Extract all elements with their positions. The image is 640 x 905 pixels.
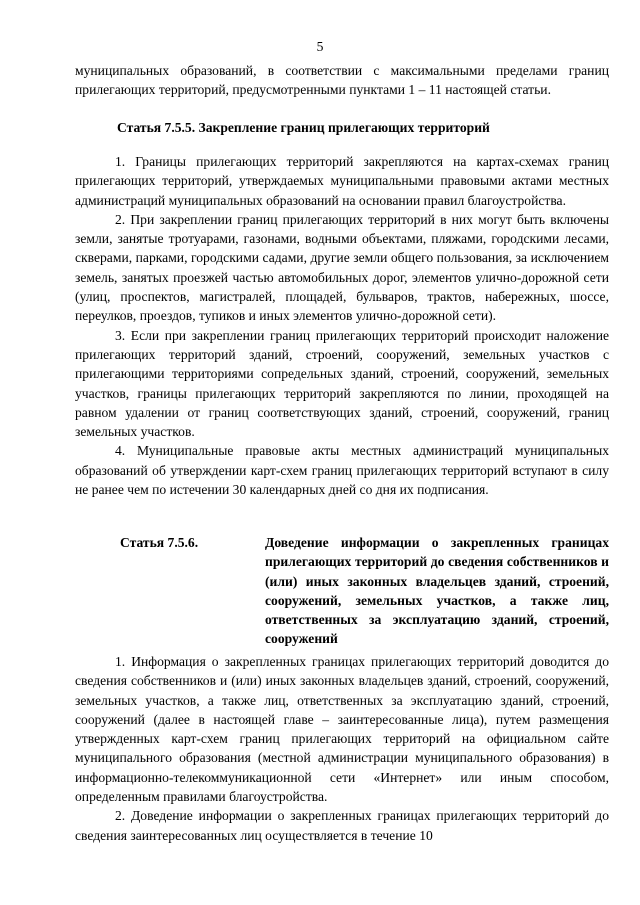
top-continuation [75,61,609,100]
paragraph-2: 2. Доведение информации о закрепленных границах прилегающих территорий до сведения заинтересованных лиц осуществляется в течение 10 [75,808,609,843]
page-number: 5 [316,39,324,54]
article-title: Доведение информации о закрепленных границах прилегающих территорий до сведения собственников и (или) иных законных владельцев зданий, строений, сооружений, земельных участков, а также лиц, ответственных за эксплуатацию зданий, строений, сооружений [265,535,609,647]
article-7-5-6-heading [75,533,609,649]
paragraph-1: 1. Информация о закрепленных границах прилегающих территорий доводится до сведения собственников и (или) иных законных владельцев зданий, строений, сооружений, земельных участков, а также лиц, ответственных за эксплуатацию зданий, строений, сооружений (далее в настоящей главе – заинтересованные лица), путем размещения утвержденных карт-схем границ прилегающих территорий на официальном сайте муниципального образования (местной администрации муниципального образования) в информационно-телекоммуникационной сети «Интернет» или иным способом, определенным правилами благоустройства. [75,654,609,805]
paragraph: муниципальных образований, в соответствии с максимальными пределами границ прилегающих территорий, предусмотренными пунктами 1 – 11 настоящей статьи. [75,63,609,98]
article-7-5-6-body [75,652,609,845]
paragraph-2: 2. При закреплении границ прилегающих территорий в них могут быть включены земли, занятые тротуарами, газонами, водными объектами, пляжами, городскими лесами, скверами, парками, городскими садами, другие земли общего пользования, за исключением земель, занятых проезжей частью автомобильных дорог, элементов улично-дорожной сети (улиц, проспектов, магистралей, площадей, бульваров, трактов, набережных, шоссе, переулков, проездов, тупиков и иных элементов улично-дорожной сети). [75,211,609,324]
article-heading: Статья 7.5.5. Закрепление границ прилегающих территорий [117,120,490,135]
paragraph-3: 3. Если при закреплении границ прилегающих территорий происходит наложение прилегающих территорий зданий, строений, сооружений, земельных участков с прилегающими территориями сопредельных зданий, строений, сооружений, земельных участков, границы прилегающих территорий закрепляются по линии, проходящей на равном удалении от границ соответствующих зданий, строений, сооружений, границ земельных участков. [75,327,609,440]
article-number: Статья 7.5.6. [120,535,199,550]
paragraph-4: 4. Муниципальные правовые акты местных администраций муниципальных образований об утверждении карт-схем границ прилегающих территорий вступают в силу не ранее чем по истечении 30 календарных дней со дня их подписания. [75,443,609,498]
article-7-5-5-body [75,152,609,499]
paragraph-1: 1. Границы прилегающих территорий закрепляются на картах-схемах границ прилегающих территорий, утверждаемых муниципальными правовыми актами местных администраций муниципальных образований на основании правил благоустройства. [75,154,609,208]
article-7-5-5 [75,118,609,137]
